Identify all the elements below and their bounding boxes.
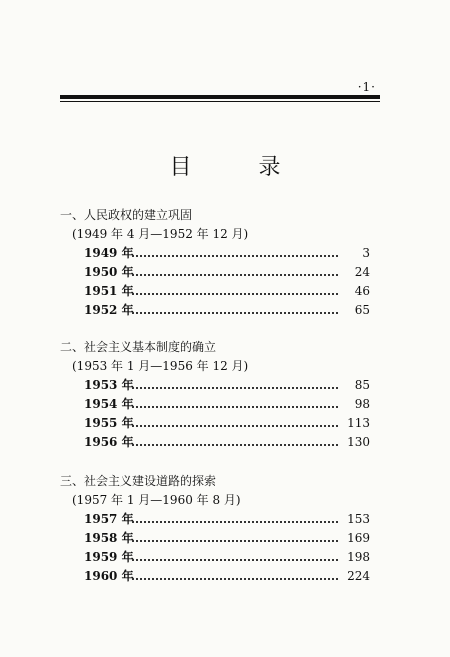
page-number: ·1· (357, 80, 376, 94)
entry-page: 65 (354, 303, 370, 317)
entry-page: 113 (347, 416, 370, 430)
leader-dots (132, 578, 338, 580)
toc-entry[interactable] (60, 282, 370, 301)
section-heading: 二、社会主义基本制度的确立 (60, 340, 217, 354)
section-heading: 三、社会主义建设道路的探索 (60, 474, 217, 488)
entry-page: 169 (347, 531, 370, 545)
toc-entry[interactable] (60, 433, 370, 452)
entry-page: 46 (354, 284, 370, 298)
header-rule-thin (60, 101, 380, 102)
entry-year: 1958 年 (84, 531, 134, 545)
leader-dots (132, 559, 338, 561)
leader-dots (132, 540, 338, 542)
section-heading: 一、人民政权的建立巩固 (60, 208, 193, 222)
toc-title: 目 录 (169, 155, 311, 180)
toc-entry[interactable] (60, 510, 370, 529)
section-date-range: (1957 年 1 月—1960 年 8 月) (72, 493, 241, 507)
leader-dots (132, 444, 338, 446)
toc-entry[interactable] (60, 529, 370, 548)
entry-page: 153 (347, 512, 370, 526)
entry-year: 1951 年 (84, 284, 134, 298)
toc-section-3 (60, 471, 370, 586)
toc-entry[interactable] (60, 376, 370, 395)
toc-entry[interactable] (60, 301, 370, 320)
entry-page: 224 (347, 569, 370, 583)
leader-dots (132, 406, 338, 408)
entry-page: 85 (354, 378, 370, 392)
leader-dots (132, 425, 338, 427)
header-rule-thick (60, 95, 380, 99)
entry-year: 1957 年 (84, 512, 134, 526)
entry-year: 1953 年 (84, 378, 134, 392)
entry-page: 130 (347, 435, 370, 449)
section-date-range: (1949 年 4 月—1952 年 12 月) (72, 227, 249, 241)
entry-page: 24 (354, 265, 370, 279)
toc-section-2 (60, 337, 370, 452)
toc-entry[interactable] (60, 414, 370, 433)
toc-entry[interactable] (60, 244, 370, 263)
toc-section-1 (60, 205, 370, 320)
entry-page: 98 (354, 397, 370, 411)
entry-page: 198 (347, 550, 370, 564)
entry-year: 1949 年 (84, 246, 134, 260)
leader-dots (132, 293, 338, 295)
entry-year: 1956 年 (84, 435, 134, 449)
entry-year: 1952 年 (84, 303, 134, 317)
toc-entry[interactable] (60, 567, 370, 586)
leader-dots (132, 255, 338, 257)
entry-year: 1960 年 (84, 569, 134, 583)
toc-entry[interactable] (60, 263, 370, 282)
entry-year: 1955 年 (84, 416, 134, 430)
entry-year: 1959 年 (84, 550, 134, 564)
toc-entry[interactable] (60, 548, 370, 567)
leader-dots (132, 312, 338, 314)
toc-entry[interactable] (60, 395, 370, 414)
leader-dots (132, 274, 338, 276)
leader-dots (132, 521, 338, 523)
entry-page: 3 (362, 246, 370, 260)
leader-dots (132, 387, 338, 389)
section-date-range: (1953 年 1 月—1956 年 12 月) (72, 359, 249, 373)
entry-year: 1954 年 (84, 397, 134, 411)
entry-year: 1950 年 (84, 265, 134, 279)
